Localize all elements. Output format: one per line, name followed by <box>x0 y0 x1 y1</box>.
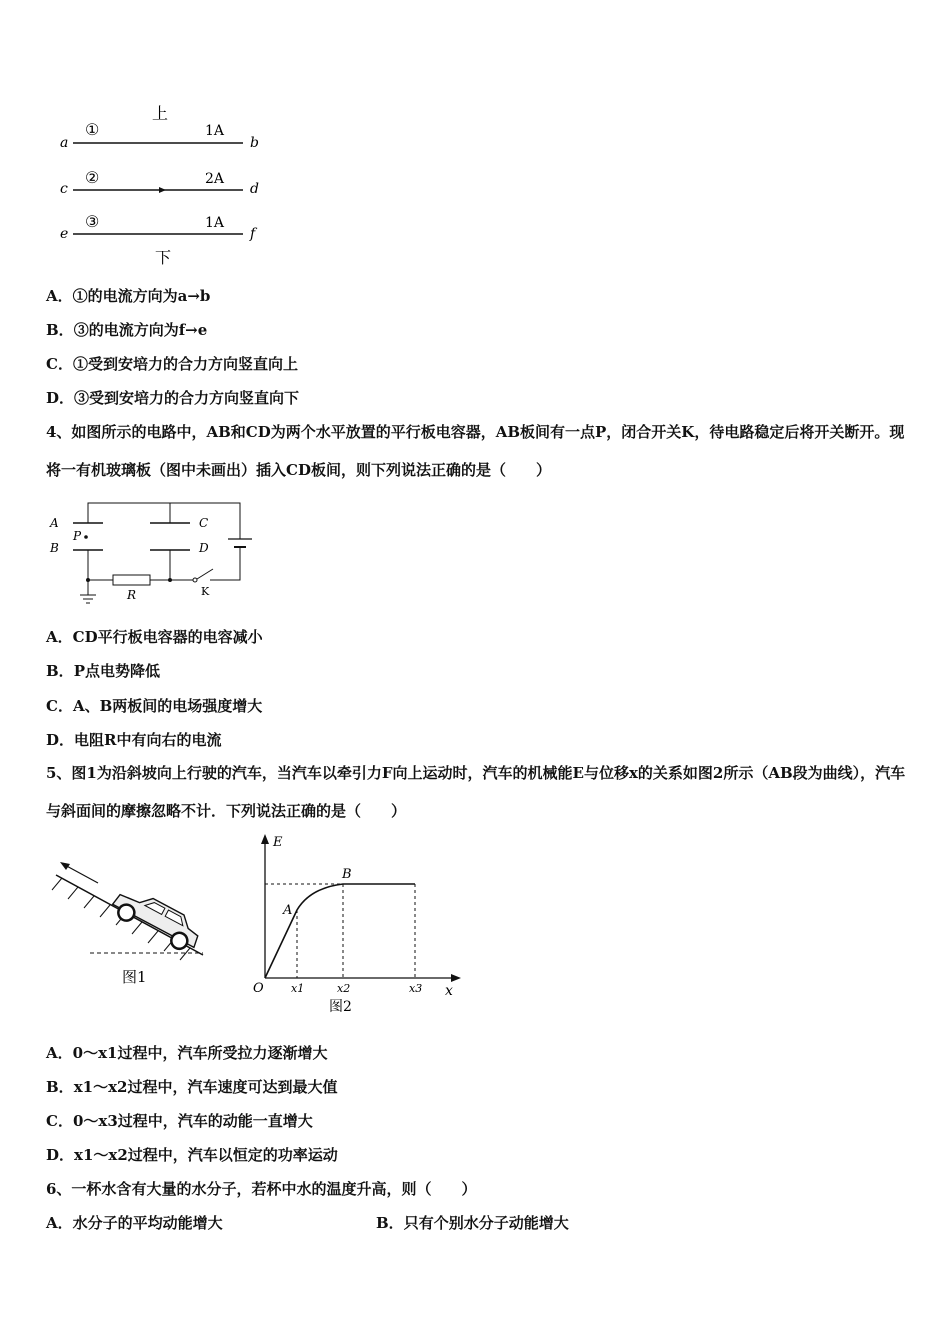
label-D: D <box>199 541 209 555</box>
wires-figure <box>55 95 275 270</box>
car-slope-figure <box>48 855 218 995</box>
wire-3-num: ③ <box>85 212 100 231</box>
q4-option-a[interactable]: A．CD平行板电容器的电容减小 <box>46 628 263 646</box>
point-p <box>84 535 88 539</box>
q4-stem: 4、如图所示的电路中，AB和CD为两个水平放置的平行板电容器，AB板间有一点P，闭合开关K，待电路稳定后将开关断开。现将一有机玻璃板（图中未画出）插入CD板间，则下列说法正确的是（ ） <box>46 423 905 479</box>
point-b-label: B <box>342 867 352 882</box>
origin-label: O <box>253 981 264 996</box>
label-A: A <box>50 516 59 530</box>
label-K: K <box>201 585 210 598</box>
q6-stem: 6、一杯水含有大量的水分子，若杯中水的温度升高，则（ ） <box>46 1180 477 1198</box>
force-arrow-head-icon <box>60 862 70 870</box>
q6-option-a[interactable]: A．水分子的平均动能增大 <box>46 1214 223 1232</box>
y-axis-arrow-icon <box>261 834 269 844</box>
q3-option-b[interactable]: B．③的电流方向为f→e <box>46 321 208 339</box>
q5-option-a[interactable]: A．0～x1过程中，汽车所受拉力逐渐增大 <box>46 1044 328 1062</box>
wire-1-right: b <box>250 135 259 151</box>
wire-3-left: e <box>60 226 69 242</box>
q5-option-c[interactable]: C．0～x3过程中，汽车的动能一直增大 <box>46 1112 313 1130</box>
circuit-figure <box>45 495 275 610</box>
q5-option-d[interactable]: D．x1～x2过程中，汽车以恒定的功率运动 <box>46 1146 338 1164</box>
fig2-caption: 图2 <box>329 999 352 1015</box>
wire-2-left: c <box>60 181 68 197</box>
q3-option-d[interactable]: D．③受到安培力的合力方向竖直向下 <box>46 389 300 407</box>
x3-label: x3 <box>409 982 423 995</box>
x-axis-arrow-icon <box>451 974 461 982</box>
switch-k <box>197 569 213 579</box>
junction-dot <box>168 578 172 582</box>
x-axis-label: x <box>445 983 453 999</box>
energy-graph <box>245 830 470 1020</box>
label-P: P <box>73 529 82 543</box>
circuit-wires <box>88 503 240 595</box>
wire-2-right: d <box>250 181 259 197</box>
q4-option-b[interactable]: B．P点电势降低 <box>46 662 160 680</box>
q6-option-b[interactable]: B．只有个别水分子动能增大 <box>376 1214 569 1232</box>
x1-label: x1 <box>291 982 305 995</box>
bottom-label: 下 <box>155 248 172 267</box>
wire-3-right: f <box>250 226 256 242</box>
switch-contact <box>193 578 197 582</box>
y-axis-label: E <box>273 835 283 850</box>
x2-label: x2 <box>337 982 351 995</box>
fig1-caption: 图1 <box>122 968 147 986</box>
label-B: B <box>50 541 59 555</box>
wire-2-current: 2A <box>205 171 225 187</box>
q3-option-c[interactable]: C．①受到安培力的合力方向竖直向上 <box>46 355 298 373</box>
wire-1-num: ① <box>85 120 100 139</box>
resistor <box>113 575 150 585</box>
q4-option-d[interactable]: D．电阻R中有向右的电流 <box>46 731 222 749</box>
label-C: C <box>199 516 209 530</box>
q5-option-b[interactable]: B．x1～x2过程中，汽车速度可达到最大值 <box>46 1078 338 1096</box>
wire-1-left: a <box>60 135 69 151</box>
wire-2-num: ② <box>85 168 100 187</box>
energy-curve <box>265 884 415 978</box>
q5-stem: 5、图1为沿斜坡向上行驶的汽车，当汽车以牵引力F向上运动时，汽车的机械能E与位移x的关系如图2所示（AB段为曲线），汽车与斜面间的摩擦忽略不计．下列说法正确的是（ ） <box>46 764 906 820</box>
q4-option-c[interactable]: C．A、B两板间的电场强度增大 <box>46 697 263 715</box>
wire-1-current: 1A <box>205 123 225 139</box>
point-a-label: A <box>283 903 293 918</box>
wire-2-arrow-icon <box>159 187 166 193</box>
label-R: R <box>127 588 137 602</box>
wire-3-current: 1A <box>205 215 225 231</box>
q3-option-a[interactable]: A．①的电流方向为a→b <box>46 287 211 305</box>
junction-dot <box>86 578 90 582</box>
force-arrow <box>63 864 98 883</box>
top-label: 上 <box>152 104 169 123</box>
car-icon <box>108 883 205 955</box>
